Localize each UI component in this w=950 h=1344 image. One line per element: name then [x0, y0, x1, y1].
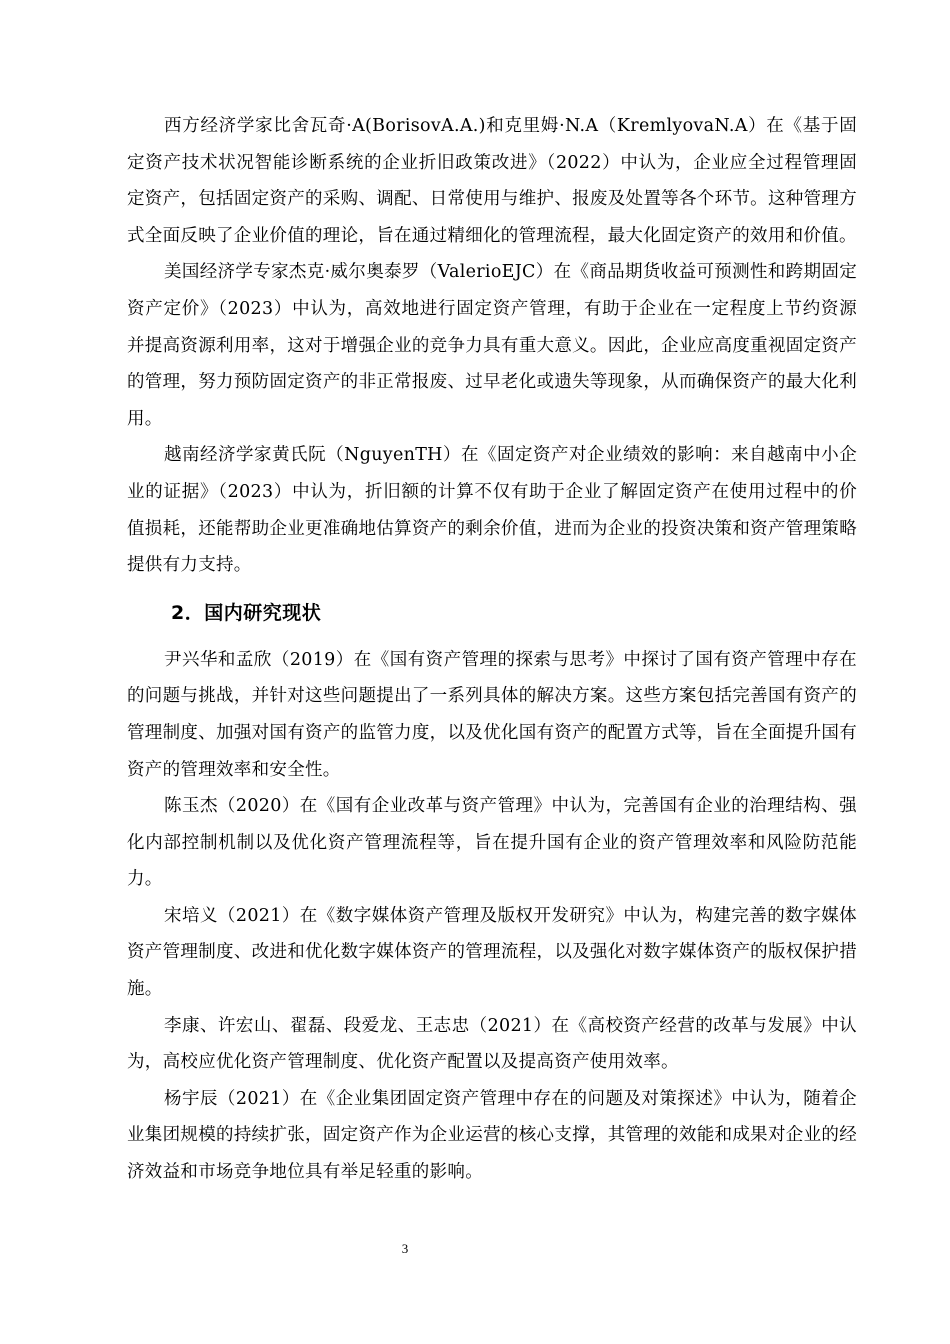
section-heading-domestic-research: 2．国内研究现状 — [171, 601, 322, 624]
paragraph-chen: 陈玉杰（2020）在《国有企业改革与资产管理》中认为，完善国有企业的治理结构、强化内部控制机制以及优化资产管理流程等，旨在提升国有企业的资产管理效率和风险防范能力。 — [127, 796, 857, 890]
paragraph-borisov: 西方经济学家比舍瓦奇·A(BorisovA.A.)和克里姆·N.A（KremlyovaN.A）在《基于固定资产技术状况智能诊断系统的企业折旧政策改进》（2022）中认为，企业应全过程管理固定资产，包括固定资产的采购、调配、日常使用与维护、报废及处置等各个环节。这种管理方式全面反映了企业价值的理论，旨在通过精细化的管理流程，最大化固定资产的效用和价值。 — [127, 116, 857, 246]
paragraph-song: 宋培义（2021）在《数字媒体资产管理及版权开发研究》中认为，构建完善的数字媒体资产管理制度、改进和优化数字媒体资产的管理流程，以及强化对数字媒体资产的版权保护措施。 — [127, 905, 857, 1000]
paragraph-li-kang: 李康、许宏山、翟磊、段爱龙、王志忠（2021）在《高校资产经营的改革与发展》中认为，高校应优化资产管理制度、优化资产配置以及提高资产使用效率。 — [127, 1015, 857, 1073]
paragraph-valerio: 美国经济学专家杰克·威尔奥泰罗（ValerioEJC）在《商品期货收益可预测性和跨期固定资产定价》（2023）中认为，高效地进行固定资产管理，有助于企业在一定程度上节约资源并提高资源利用率，这对于增强企业的竞争力具有重大意义。因此，企业应高度重视固定资产的管理，努力预防固定资产的非正常报废、过早老化或遗失等现象，从而确保资产的最大化利用。 — [127, 262, 857, 429]
page-body — [127, 108, 857, 1191]
page-number: 3 — [401, 1241, 409, 1256]
paragraph-nguyen: 越南经济学家黄氏阮（NguyenTH）在《固定资产对企业绩效的影响：来自越南中小企业的证据》（2023）中认为，折旧额的计算不仅有助于企业了解固定资产在使用过程中的价值损耗，还能帮助企业更准确地估算资产的剩余价值，进而为企业的投资决策和资产管理策略提供有力支持。 — [127, 445, 857, 576]
paragraph-yin-meng: 尹兴华和孟欣（2019）在《国有资产管理的探索与思考》中探讨了国有资产管理中存在的问题与挑战，并针对这些问题提出了一系列具体的解决方案。这些方案包括完善国有资产的管理制度、加强对国有资产的监管力度，以及优化国有资产的配置方式等，旨在全面提升国有资产的管理效率和安全性。 — [127, 649, 857, 780]
paragraph-yang: 杨宇辰（2021）在《企业集团固定资产管理中存在的问题及对策探述》中认为，随着企业集团规模的持续扩张，固定资产作为企业运营的核心支撑，其管理的效能和成果对企业的经济效益和市场竞争地位具有举足轻重的影响。 — [127, 1088, 857, 1183]
